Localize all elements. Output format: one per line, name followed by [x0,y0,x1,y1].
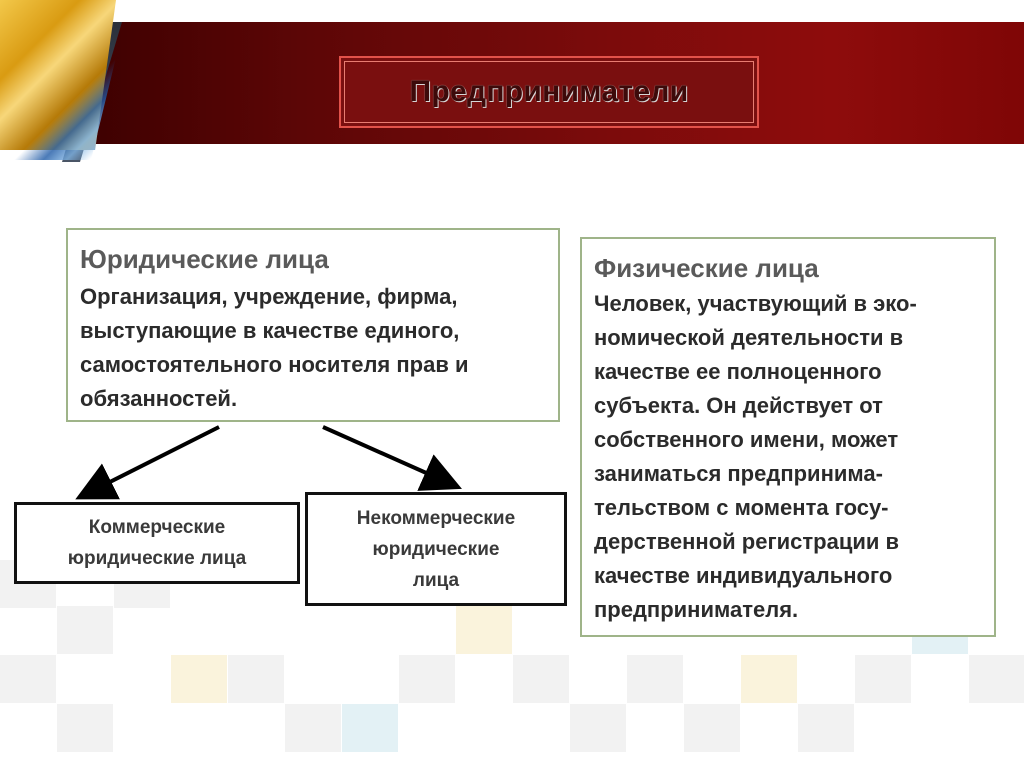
legal-entities-definition [80,280,600,416]
title-box [339,56,759,128]
noncommercial-entities-box [305,492,567,606]
individuals-definition [594,287,994,627]
noncommercial-line: юридические [372,538,500,560]
definition-line: качестве ее полноценного [594,359,882,384]
individuals-heading: Физические лица [594,253,819,283]
definition-line: тельством с момента госу- [594,495,889,520]
definition-line: заниматься предпринима- [594,461,883,486]
commercial-line: Коммерческие [88,517,226,538]
legal-entities-heading: Юридические лица [80,244,329,274]
slide-title: Предприниматели [409,75,689,108]
definition-line: Человек, участвующий в эко- [594,291,917,316]
arrow-to-noncommercial [323,427,451,484]
definition-line: дерственной регистрации в [594,529,900,554]
definition-line: номической деятельности в [594,325,904,350]
definition-line: обязанностей. [80,386,238,411]
legal-entities-box [66,228,560,422]
arrow-to-commercial [86,427,219,494]
definition-line: выступающие в качестве единого, [80,318,460,343]
definition-line: качестве индивидуального [594,563,893,588]
definition-line: предпринимателя. [594,597,799,622]
definition-line: Организация, учреждение, фирма, [80,284,458,309]
definition-line: собственного имени, может [594,427,899,452]
noncommercial-line: лица [412,569,460,591]
commercial-entities-box [14,502,300,584]
noncommercial-line: Некоммерческие [356,507,516,529]
individuals-box [580,237,996,637]
definition-line: субъекта. Он действует от [594,393,883,418]
definition-line: самостоятельного носителя прав и [80,352,469,377]
commercial-line: юридические лица [67,548,247,569]
